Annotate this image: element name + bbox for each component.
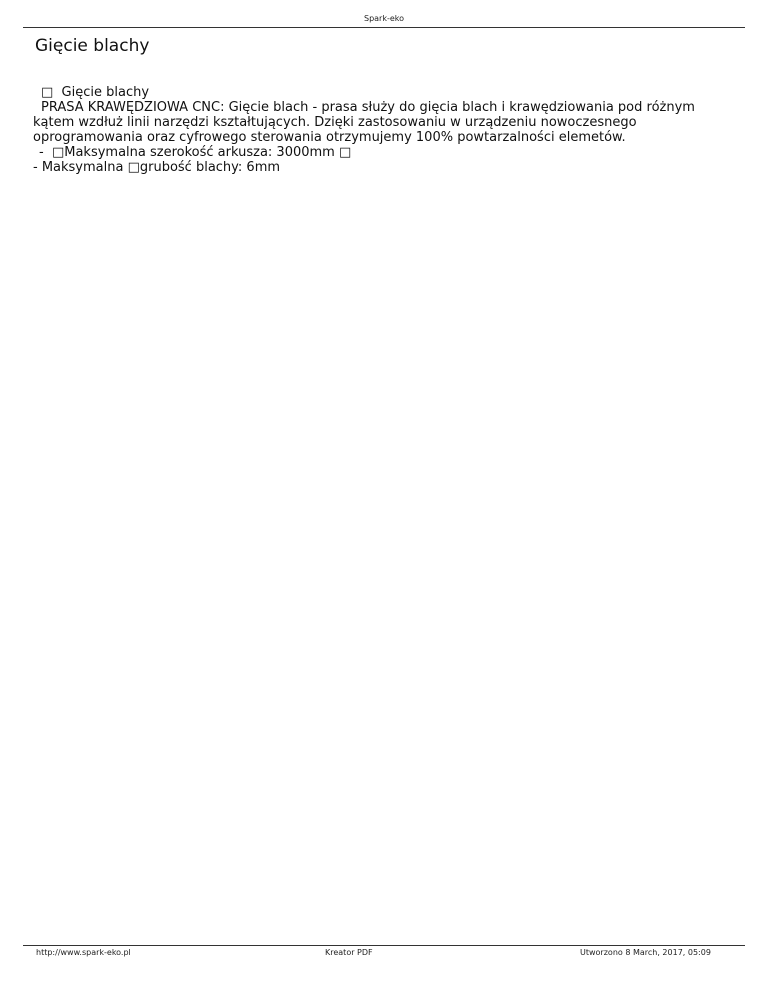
footer-generator: Kreator PDF — [325, 948, 373, 957]
document-content — [33, 85, 733, 175]
footer-url-link[interactable]: http://www.spark-eko.pl — [36, 948, 131, 957]
footer-created-date: Utworzono 8 March, 2017, 05:09 — [580, 948, 711, 957]
page-title: Gięcie blachy — [35, 36, 150, 56]
content-paragraph: PRASA KRAWĘDZIOWA CNC: Gięcie blach - prasa służy do gięcia blach i krawędziowania pod różnym kątem wzdłuż linii narzędzi kształtujących. Dzięki zastosowaniu w urządzeniu nowoczesnego oprogramowania oraz cyfrowego sterowania otrzymujemy 100% powtarzalności elemetów. — [33, 100, 695, 145]
content-heading-line: □ Gięcie blachy — [41, 85, 150, 100]
header-divider — [23, 27, 745, 28]
footer-divider — [23, 945, 745, 946]
header-brand: Spark-eko — [363, 14, 405, 23]
spec-max-thickness: - Maksymalna □grubość blachy: 6mm — [33, 160, 281, 175]
spec-max-width: - □Maksymalna szerokość arkusza: 3000mm □ — [39, 145, 352, 160]
